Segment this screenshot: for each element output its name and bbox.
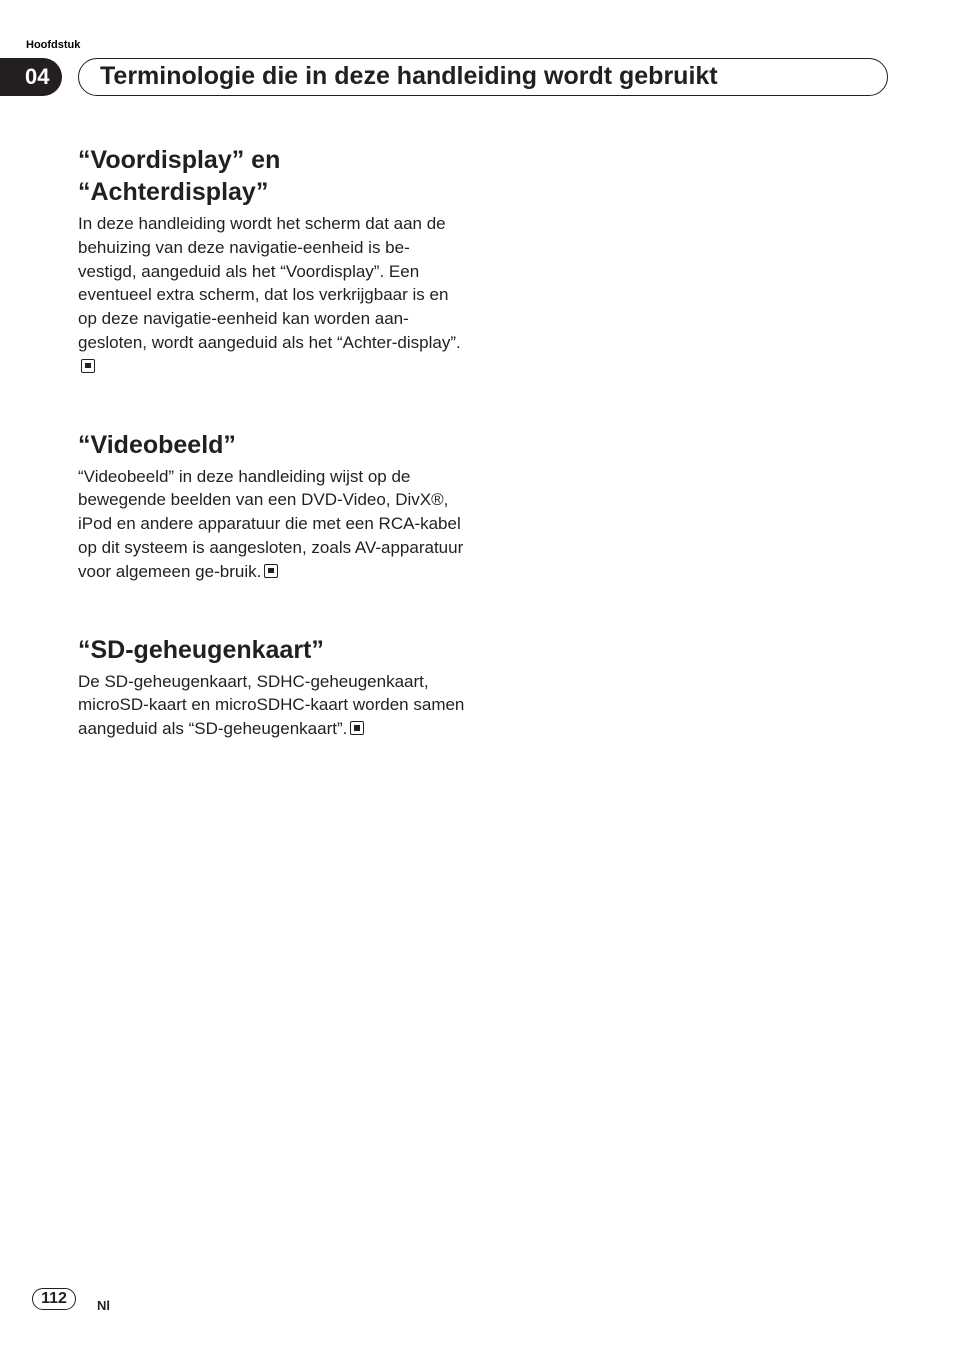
section-body xyxy=(78,212,468,379)
section-videobeeld xyxy=(78,429,468,584)
section-heading: “SD-geheugenkaart” xyxy=(78,635,324,664)
language-code: Nl xyxy=(97,1298,110,1313)
end-of-section-icon xyxy=(81,359,95,373)
section-voordisplay xyxy=(78,144,468,379)
end-of-section-icon xyxy=(350,721,364,735)
section-heading xyxy=(78,144,468,208)
chapter-title-box xyxy=(78,58,888,96)
section-body xyxy=(78,670,468,741)
page-number: 112 xyxy=(32,1288,76,1310)
section-body-text: “Videobeeld” in deze handleiding wijst op de bewegende beelden van een DVD-Video, DivX®, iPod en andere apparatuur die met een RCA-kabel op dit systeem is aangesloten, zoals AV-apparatuur voor algemeen ge-bruik. xyxy=(78,466,464,581)
section-heading-line-1: “Voordisplay” en xyxy=(78,146,281,174)
chapter-number-tab: 04 xyxy=(0,58,62,96)
chapter-title: Terminologie die in deze handleiding wordt gebruikt xyxy=(100,62,718,90)
end-of-section-icon xyxy=(264,564,278,578)
section-heading-line-2: “Achterdisplay” xyxy=(78,178,269,206)
section-body-text: In deze handleiding wordt het scherm dat aan de behuizing van deze navigatie-eenheid is be-vestigd, aangeduid als het “Voordisplay”. Een eventueel extra scherm, dat los verkrijgbaar is en op deze navigatie-eenheid kan worden aan-gesloten, wordt aangeduid als het “Achter-display”. xyxy=(78,214,461,352)
section-body-text: De SD-geheugenkaart, SDHC-geheugenkaart, microSD-kaart en microSDHC-kaart worden samen aangeduid als “SD-geheugenkaart”. xyxy=(78,671,465,739)
section-sd-geheugenkaart xyxy=(78,634,468,741)
section-heading: “Videobeeld” xyxy=(78,430,236,459)
main-column xyxy=(78,144,468,741)
section-body xyxy=(78,465,468,584)
chapter-label: Hoofdstuk xyxy=(26,39,81,51)
